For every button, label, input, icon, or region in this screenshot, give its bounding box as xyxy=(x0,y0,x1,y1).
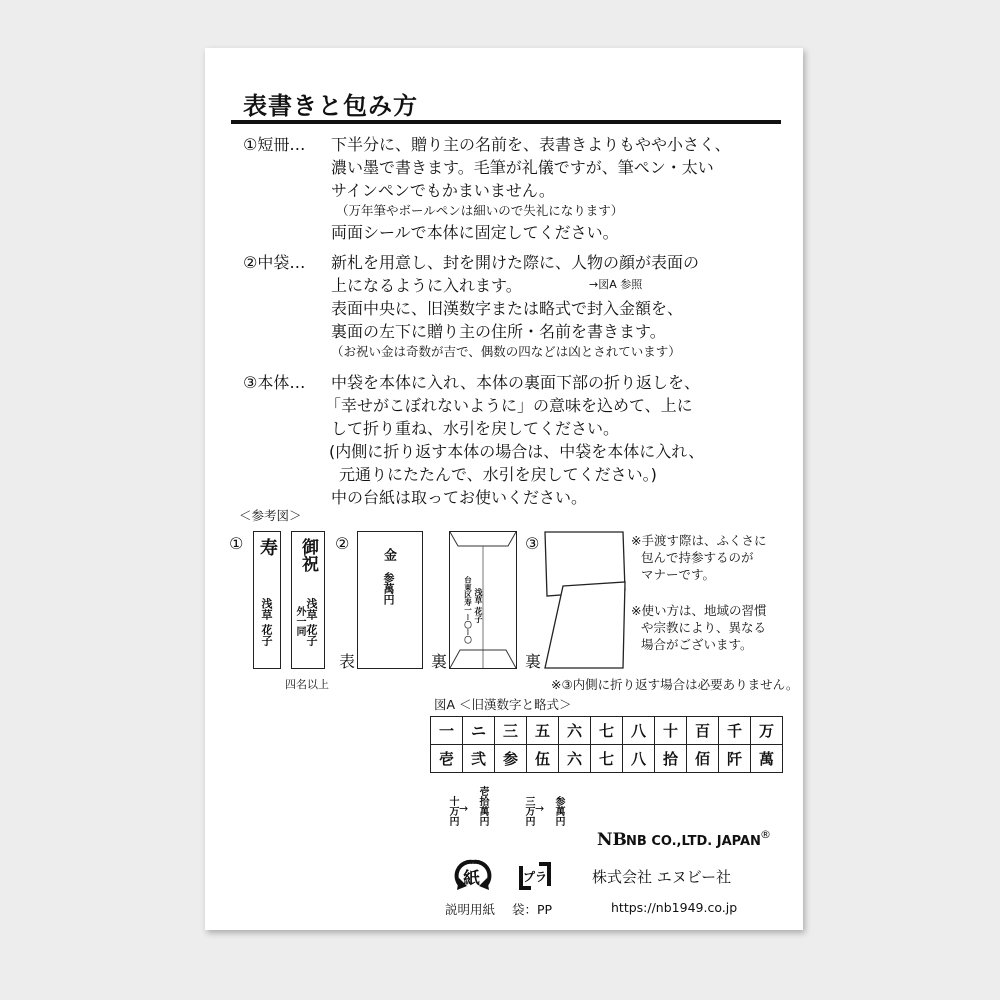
tanzaku-title: 寿 xyxy=(257,538,278,556)
numeral-cell: 十 xyxy=(655,717,687,745)
section-2-line: 新札を用意し、封を開けた際に、人物の顔が表面の xyxy=(331,253,700,272)
numeral-cell: 百 xyxy=(687,717,719,745)
figure-3-note: ※③内側に折り返す場合は必要ありません。 xyxy=(551,677,799,692)
registered-mark: ® xyxy=(760,828,771,841)
numeral-cell: 伍 xyxy=(527,745,559,773)
back-label: 裏 xyxy=(431,652,448,671)
plastic-caption: 袋：PP xyxy=(512,902,553,917)
usage-note: ※使い方は、地域の習慣 xyxy=(631,603,767,618)
section-2-line: 表面中央に、旧漢数字または略式で封入金額を、 xyxy=(331,299,684,318)
company-url[interactable]: https://nb1949.co.jp xyxy=(611,900,738,915)
tanzaku-name: 浅草 花子 xyxy=(260,598,273,646)
section-1-line: 濃い墨で書きます。毛筆が礼儀ですが、筆ペン・太い xyxy=(331,158,714,177)
section-2-label: ②中袋… xyxy=(243,253,306,272)
figure-3-back-label: 裏 xyxy=(525,652,542,671)
tanzaku-kotobuki xyxy=(253,531,281,669)
numeral-cell: 阡 xyxy=(719,745,751,773)
folding-diagram xyxy=(541,530,631,670)
section-1-note: （万年筆やボールペンは細いので失礼になります） xyxy=(336,203,624,218)
numeral-cell: 萬 xyxy=(751,745,783,773)
numeral-cell: 一 xyxy=(431,717,463,745)
numeral-cell: 八 xyxy=(623,717,655,745)
plain-numeral-row xyxy=(431,717,783,745)
section-3-line: 中袋を本体に入れ、本体の裏面下部の折り返しを、 xyxy=(331,373,700,392)
company-brand: NB CO.,LTD. JAPAN xyxy=(626,834,761,849)
section-1-line: 両面シールで本体に固定してください。 xyxy=(331,223,619,242)
numeral-cell: 万 xyxy=(751,717,783,745)
section-1-line: 下半分に、贈り主の名前を、表書きよりもやや小さく、 xyxy=(331,135,731,154)
numeral-cell: 三 xyxy=(495,717,527,745)
figure-1-number: ① xyxy=(229,534,244,553)
envelope-kin: 金 xyxy=(381,548,396,561)
numeral-cell: 五 xyxy=(527,717,559,745)
numeral-cell: 参 xyxy=(495,745,527,773)
numeral-cell: 佰 xyxy=(687,745,719,773)
numeral-cell: 六 xyxy=(559,717,591,745)
section-1-line: サインペンでもかまいません。 xyxy=(331,181,555,200)
numeral-cell: 六 xyxy=(559,745,591,773)
arrow-icon: → xyxy=(459,802,469,815)
tanzaku-name: 浅草 花子 xyxy=(305,598,318,646)
example-to: 壱拾萬円 xyxy=(477,786,488,826)
numeral-cell: 七 xyxy=(591,717,623,745)
example-from: 三万円 xyxy=(523,796,534,826)
paper-glyph: 紙 xyxy=(463,869,480,889)
figure-a-reference: →図A 参照 xyxy=(589,278,643,291)
example-to: 参萬円 xyxy=(553,796,564,826)
inner-envelope-back xyxy=(449,531,517,669)
section-2-note: （お祝い金は奇数が吉で、偶数の四などは凶とされています） xyxy=(331,344,681,359)
usage-note: や宗教により、異なる xyxy=(641,620,767,635)
paper-caption: 説明用紙 xyxy=(445,902,496,917)
section-3-line: して折り重ね、水引を戻してください。 xyxy=(331,419,620,438)
figure-1-caption: 四名以上 xyxy=(285,678,329,691)
handover-note: 包んで持参するのが xyxy=(641,550,754,565)
numeral-cell: ニ xyxy=(463,717,495,745)
handover-note: ※手渡す際は、ふくさに xyxy=(631,533,767,548)
front-label: 表 xyxy=(339,652,356,671)
plastic-recycle-icon xyxy=(515,856,555,896)
numeral-cell: 千 xyxy=(719,717,751,745)
example-from: 十万円 xyxy=(447,796,458,826)
section-2-line: 上になるように入れます。 xyxy=(331,276,522,295)
section-3-line: 元通りにたたんで、水引を戻してください。) xyxy=(339,465,657,484)
figure-a-title: 図A ＜旧漢数字と略式＞ xyxy=(434,697,572,712)
title-underline xyxy=(231,120,781,124)
kanji-numeral-table xyxy=(430,716,783,773)
figure-3-number: ③ xyxy=(525,534,540,553)
arrow-icon: → xyxy=(535,802,545,815)
section-3-label: ③本体… xyxy=(243,373,306,392)
tanzaku-oiwai xyxy=(291,531,325,669)
company-name: 株式会社 エヌビー社 xyxy=(592,868,732,886)
handover-note: マナーです。 xyxy=(641,567,716,582)
numeral-cell: 弐 xyxy=(463,745,495,773)
numeral-cell: 七 xyxy=(591,745,623,773)
section-1-label: ①短冊… xyxy=(243,135,306,154)
usage-note: 場合がございます。 xyxy=(641,637,753,652)
envelope-name: 浅草 花子 xyxy=(474,588,484,623)
section-3-line: (内側に折り返す本体の場合は、中袋を本体に入れ、 xyxy=(329,442,705,461)
page-title: 表書きと包み方 xyxy=(243,91,418,120)
section-2-line: 裏面の左下に贈り主の住所・名前を書きます。 xyxy=(331,322,666,341)
envelope-address: 台東区寿一ー〇ー〇 xyxy=(463,576,473,644)
numeral-cell: 八 xyxy=(623,745,655,773)
paper-recycle-icon xyxy=(453,856,493,896)
formal-numeral-row xyxy=(431,745,783,773)
figure-2-number: ② xyxy=(335,534,350,553)
company-logo-icon: NB xyxy=(597,830,627,850)
envelope-amount: 参萬円 xyxy=(382,572,395,605)
tanzaku-extra: 外一同 xyxy=(294,606,305,636)
numeral-cell: 拾 xyxy=(655,745,687,773)
instruction-card xyxy=(205,48,803,930)
numeral-cell: 壱 xyxy=(431,745,463,773)
section-3-line: 中の台紙は取ってお使いください。 xyxy=(331,488,588,507)
section-3-line: 「幸せがこぼれないように」の意味を込めて、上に xyxy=(325,396,693,415)
plastic-glyph: プラ xyxy=(523,870,548,884)
inner-envelope-front xyxy=(357,531,423,669)
reference-heading: ＜参考図＞ xyxy=(239,508,302,523)
tanzaku-title: 御祝 xyxy=(298,538,318,572)
